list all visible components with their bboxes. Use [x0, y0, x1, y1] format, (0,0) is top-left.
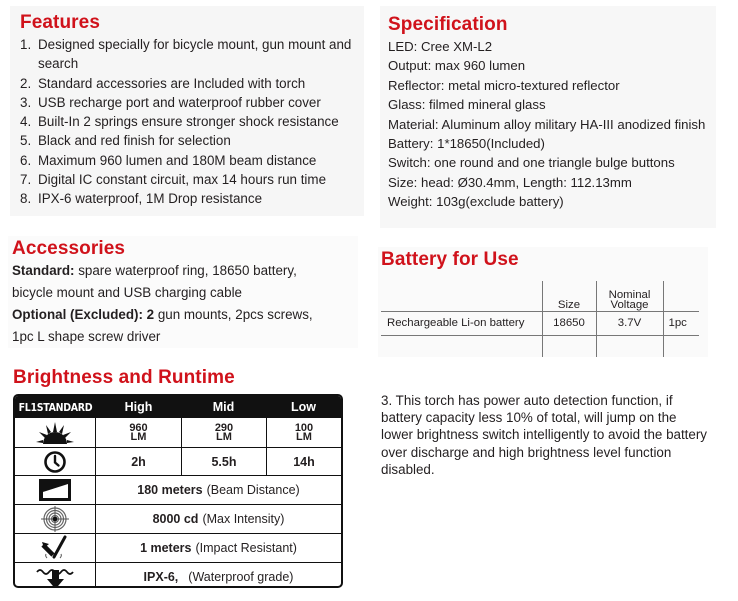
beam-distance: [96, 476, 341, 504]
spec-switch: Switch: one round and one triangle bulge buttons: [388, 155, 675, 171]
lumen-value: 960: [129, 421, 148, 434]
spec-size: Size: head: Ø30.4mm, Length: 112.13mm: [388, 174, 632, 190]
battery-qty: 1pc: [663, 311, 699, 335]
spec-output: Output: max 960 lumen: [388, 58, 526, 74]
brand-label: FL1STANDARD: [18, 401, 93, 414]
runtime-low: 14h: [266, 448, 341, 475]
impact-resistance: [96, 534, 341, 562]
waterproof-grade: [96, 563, 341, 588]
features-list: [20, 35, 364, 209]
brand-cell: [15, 400, 96, 414]
empty-cell: [663, 335, 699, 357]
battery-header-voltage: [596, 281, 663, 311]
feature-number: 7.: [20, 172, 32, 188]
feature-number: 5.: [20, 133, 32, 149]
max-intensity: [96, 505, 341, 533]
feature-number: 3.: [20, 94, 32, 110]
beam-value: 180 meters: [137, 483, 203, 497]
spec-weight: Weight: 103g(exclude battery): [388, 194, 564, 210]
runtime-row: [15, 447, 341, 475]
target-icon: [15, 505, 96, 533]
empty-cell: [381, 335, 542, 357]
battery-header-row: [381, 281, 699, 311]
beam-row: [15, 475, 341, 504]
feature-number: 4.: [20, 114, 32, 130]
empty-cell: [542, 335, 596, 357]
intensity-row: [15, 504, 341, 533]
feature-text: Maximum 960 lumen and 180M beam distance: [38, 152, 317, 168]
intensity-value: 8000 cd: [152, 512, 199, 526]
optional-text: gun mounts, 2pcs screws,: [154, 307, 313, 322]
spec-reflector: Reflector: metal micro-textured reflector: [388, 77, 620, 93]
features-title: Features: [20, 12, 101, 33]
runtime-header: [15, 396, 341, 417]
standard-text: spare waterproof ring, 18650 battery,: [74, 263, 297, 278]
runtime-high: 2h: [131, 454, 146, 469]
spec-battery: Battery: 1*18650(Included): [388, 136, 545, 152]
feature-text: Standard accessories are Included with torch: [38, 75, 306, 91]
accessories-title: Accessories: [12, 238, 126, 259]
accessories-standard: [12, 260, 358, 282]
feature-item: [20, 74, 364, 93]
intensity-label: (Max Intensity): [202, 512, 285, 526]
lumen-unit: LM: [296, 430, 312, 443]
accessories-optional-cont: 1pc L shape screw driver: [12, 329, 161, 344]
lumen-low: [266, 418, 341, 447]
impact-label: (Impact Resistant): [195, 541, 297, 555]
lumen-value: 290: [214, 421, 234, 434]
runtime-mid: 5.5h: [181, 448, 266, 475]
water-label: (Waterproof grade): [188, 569, 294, 584]
lumen-row: [15, 417, 341, 447]
feature-item: [20, 93, 364, 112]
voltage-line-1: Nominal: [608, 288, 651, 301]
accessories-optional: [12, 304, 358, 326]
lumen-mid: [181, 418, 266, 447]
spec-glass: Glass: filmed mineral glass: [388, 97, 546, 113]
lumen-value: 100: [294, 421, 314, 434]
features-section: [10, 6, 364, 216]
battery-header-qty: [663, 281, 699, 311]
feature-number: 8.: [20, 191, 32, 207]
mode-low: Low: [291, 399, 316, 414]
feature-item: [20, 170, 364, 189]
feature-number: 1.: [20, 37, 32, 52]
feature-item: [20, 189, 364, 208]
empty-cell: [596, 335, 663, 357]
feature-text: Built-In 2 springs ensure stronger shock resistance: [38, 114, 339, 130]
waterproof-icon: [15, 563, 96, 588]
battery-table: [381, 281, 699, 357]
spec-material: Material: Aluminum alloy military HA-III anodized finish: [388, 116, 706, 132]
feature-number: 2.: [20, 75, 32, 91]
mode-high: High: [124, 399, 153, 414]
battery-header-type: [381, 281, 542, 311]
water-value: IPX-6,: [143, 569, 179, 584]
battery-header-size: Size: [542, 281, 596, 311]
brightness-runtime-table: [13, 394, 343, 588]
specification-section: [380, 6, 716, 228]
lumen-high: [96, 418, 181, 447]
lumen-unit: LM: [130, 430, 147, 443]
accessories-standard-cont: bicycle mount and USB charging cable: [12, 285, 243, 300]
sun-icon: [15, 418, 96, 447]
standard-label: Standard:: [12, 263, 75, 278]
battery-empty-row: [381, 335, 699, 357]
feature-text: USB recharge port and waterproof rubber cover: [38, 94, 321, 110]
lumen-unit: LM: [216, 430, 232, 443]
feature-number: 6.: [20, 152, 32, 168]
feature-text: IPX-6 waterproof, 1M Drop resistance: [38, 191, 263, 207]
battery-section: [378, 247, 708, 357]
impact-row: [15, 533, 341, 562]
specification-title: Specification: [388, 14, 508, 35]
battery-type: Rechargeable Li-on battery: [381, 311, 542, 335]
optional-label: Optional (Excluded): 2: [12, 307, 155, 322]
feature-text: Black and red finish for selection: [38, 133, 231, 149]
battery-voltage: 3.7V: [596, 311, 663, 335]
feature-item: [20, 35, 364, 74]
accessories-section: [8, 236, 358, 348]
beam-icon: [15, 476, 96, 504]
battery-size: 18650: [542, 311, 596, 335]
auto-detection-note: 3. This torch has power auto detection function, if battery capacity less 10% of total, will jump on the lower brightness switch intelligently to avoid the battery over discharge and high brightness level function disabled.: [381, 393, 708, 477]
voltage-line-2: Voltage: [610, 299, 649, 311]
clock-icon: [15, 448, 96, 475]
feature-item: [20, 112, 364, 131]
impact-icon: [15, 534, 96, 562]
feature-item: [20, 131, 364, 150]
waterproof-row: [15, 562, 341, 588]
feature-text: Digital IC constant circuit, max 14 hours run time: [38, 172, 327, 188]
feature-text: Designed specially for bicycle mount, gun mount and search: [38, 37, 352, 72]
mode-mid: Mid: [212, 399, 235, 414]
feature-item: [20, 151, 364, 170]
battery-row: [381, 311, 699, 335]
spec-led: LED: Cree XM-L2: [388, 39, 493, 54]
impact-value: 1 meters: [140, 541, 192, 555]
battery-title: Battery for Use: [381, 249, 519, 270]
beam-label: (Beam Distance): [206, 483, 300, 497]
brightness-title: Brightness and Runtime: [13, 367, 235, 388]
